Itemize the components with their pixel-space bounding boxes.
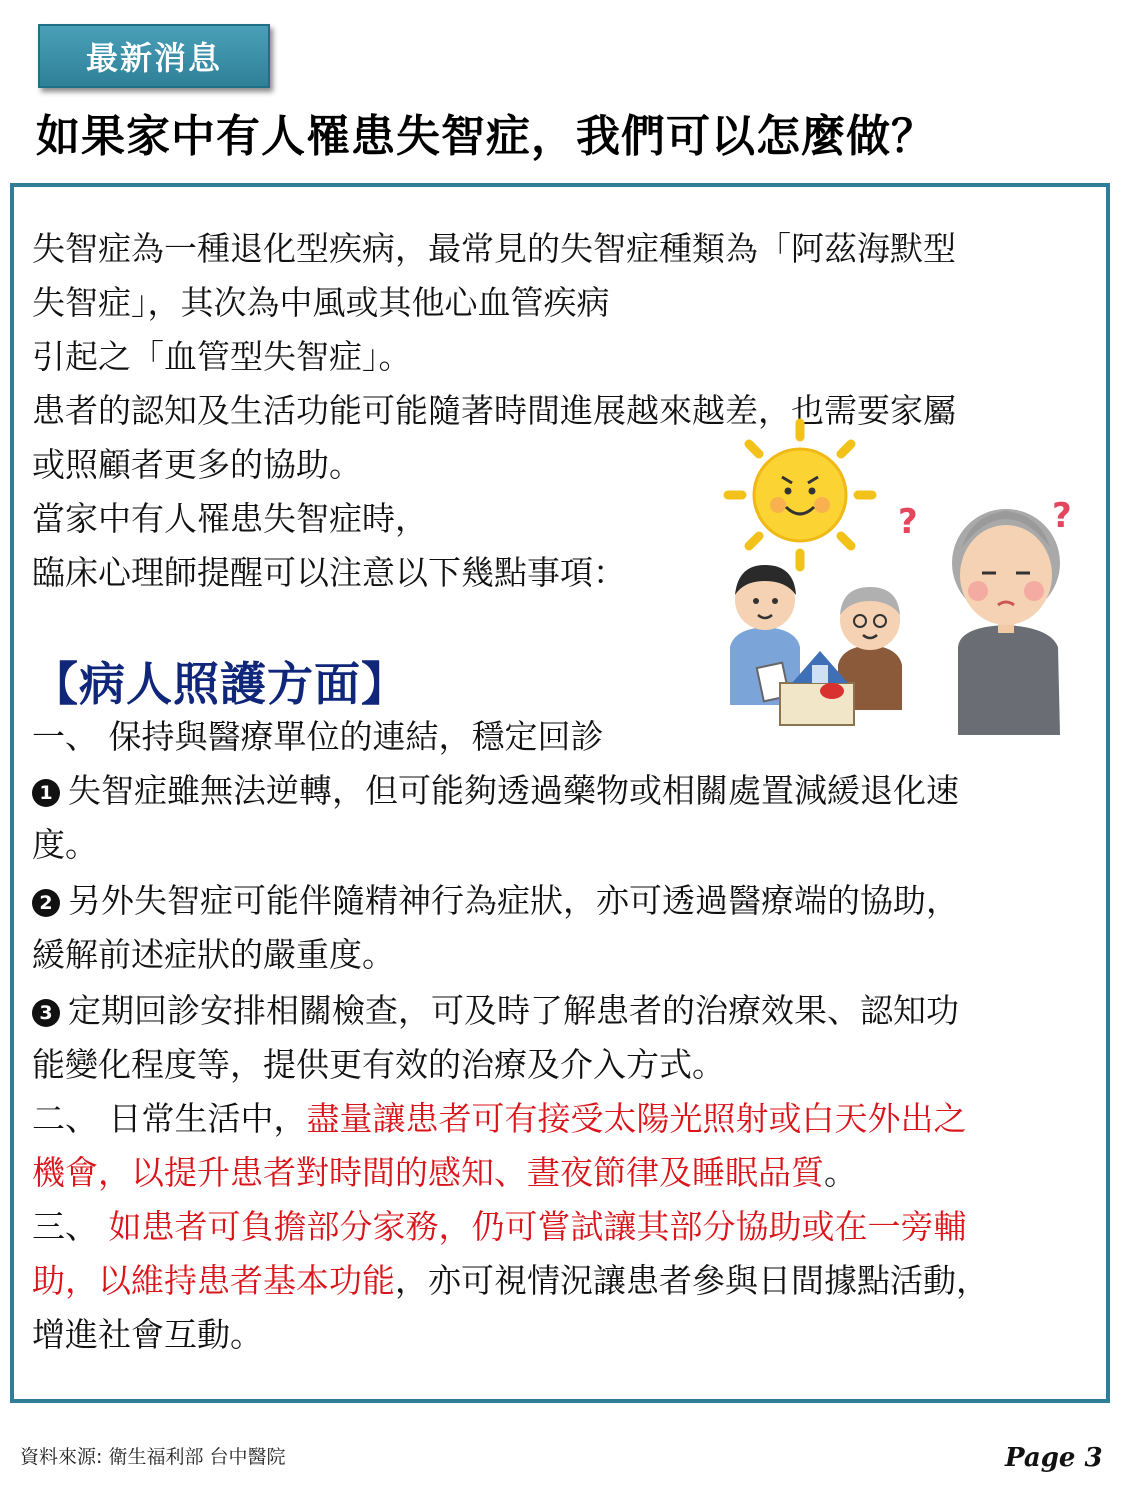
question-mark-icon: ? — [1052, 496, 1072, 536]
intro-line: 失智症為一種退化型疾病，最常見的失智症種類為「阿茲海默型 — [32, 229, 956, 268]
list-item-continuation — [32, 1146, 1102, 1200]
intro-line: 當家中有人罹患失智症時， — [32, 499, 428, 538]
item3-highlight: 助，以維持患者基本功能 — [32, 1261, 395, 1300]
list-item-heading — [32, 1092, 1102, 1146]
intro-line: 臨床心理師提醒可以注意以下幾點事項： — [32, 553, 626, 592]
list-item-text: 另外失智症可能伴隨精神行為症狀，亦可透過醫療端的協助， — [68, 881, 959, 920]
intro-line: 或照顧者更多的協助。 — [32, 445, 362, 484]
bullet-1-icon: 1 — [32, 779, 60, 807]
news-tag: 最新消息 — [38, 24, 270, 88]
family-care-illustration — [720, 415, 1090, 735]
list-item-text: 失智症雖無法逆轉，但可能夠透過藥物或相關處置減緩退化速 — [68, 771, 959, 810]
item2-highlight: 盡量讓患者可有接受太陽光照射或白天外出之 — [306, 1099, 967, 1138]
list-item-continuation: 增進社會互動。 — [32, 1315, 263, 1354]
item2-highlight: 機會，以提升患者對時間的感知、晝夜節律及睡眠品質 — [32, 1153, 824, 1192]
intro-line: 患者的認知及生活功能可能隨著時間進展越來越差，也需要家屬 — [32, 391, 956, 430]
headline: 如果家中有人罹患失智症，我們可以怎麼做？ — [36, 111, 936, 162]
bullet-3-icon: 3 — [32, 999, 60, 1027]
list-item-text: 定期回診安排相關檢查，可及時了解患者的治療效果、認知功 — [68, 991, 959, 1030]
item3-text: ，亦可視情況讓患者參與日間據點活動， — [395, 1261, 989, 1300]
intro-line: 失智症」，其次為中風或其他心血管疾病 — [32, 283, 610, 322]
list-item-heading: 一、 保持與醫療單位的連結，穩定回診 — [32, 717, 604, 756]
elderly-man-figure — [952, 509, 1060, 735]
sun-icon — [728, 423, 872, 567]
section-title-patient-care: 【病人照護方面】 — [32, 657, 408, 711]
item2-suffix: 。 — [824, 1153, 857, 1192]
page-number: Page 3 — [1005, 1443, 1103, 1473]
care-list — [32, 710, 1102, 1362]
list-item-continuation: 能變化程度等，提供更有效的治療及介入方式。 — [32, 1045, 725, 1084]
list-item-heading — [32, 1200, 1102, 1254]
list-item — [32, 764, 1102, 818]
list-item-continuation — [32, 1254, 1102, 1308]
list-item — [32, 874, 1102, 928]
list-item-continuation: 緩解前述症狀的嚴重度。 — [32, 935, 395, 974]
item3-highlight: 如患者可負擔部分家務，仍可嘗試讓其部分協助或在一旁輔 — [108, 1207, 967, 1246]
bullet-2-icon: 2 — [32, 889, 60, 917]
item3-prefix: 三、 — [32, 1207, 109, 1246]
item2-prefix: 二、 日常生活中， — [32, 1099, 307, 1138]
list-item-continuation: 度。 — [32, 825, 98, 864]
intro-line: 引起之「血管型失智症」。 — [32, 337, 412, 376]
source-credit: 資料來源: 衛生福利部 台中醫院 — [20, 1446, 286, 1468]
list-item — [32, 984, 1102, 1038]
question-mark-icon: ? — [898, 502, 918, 542]
